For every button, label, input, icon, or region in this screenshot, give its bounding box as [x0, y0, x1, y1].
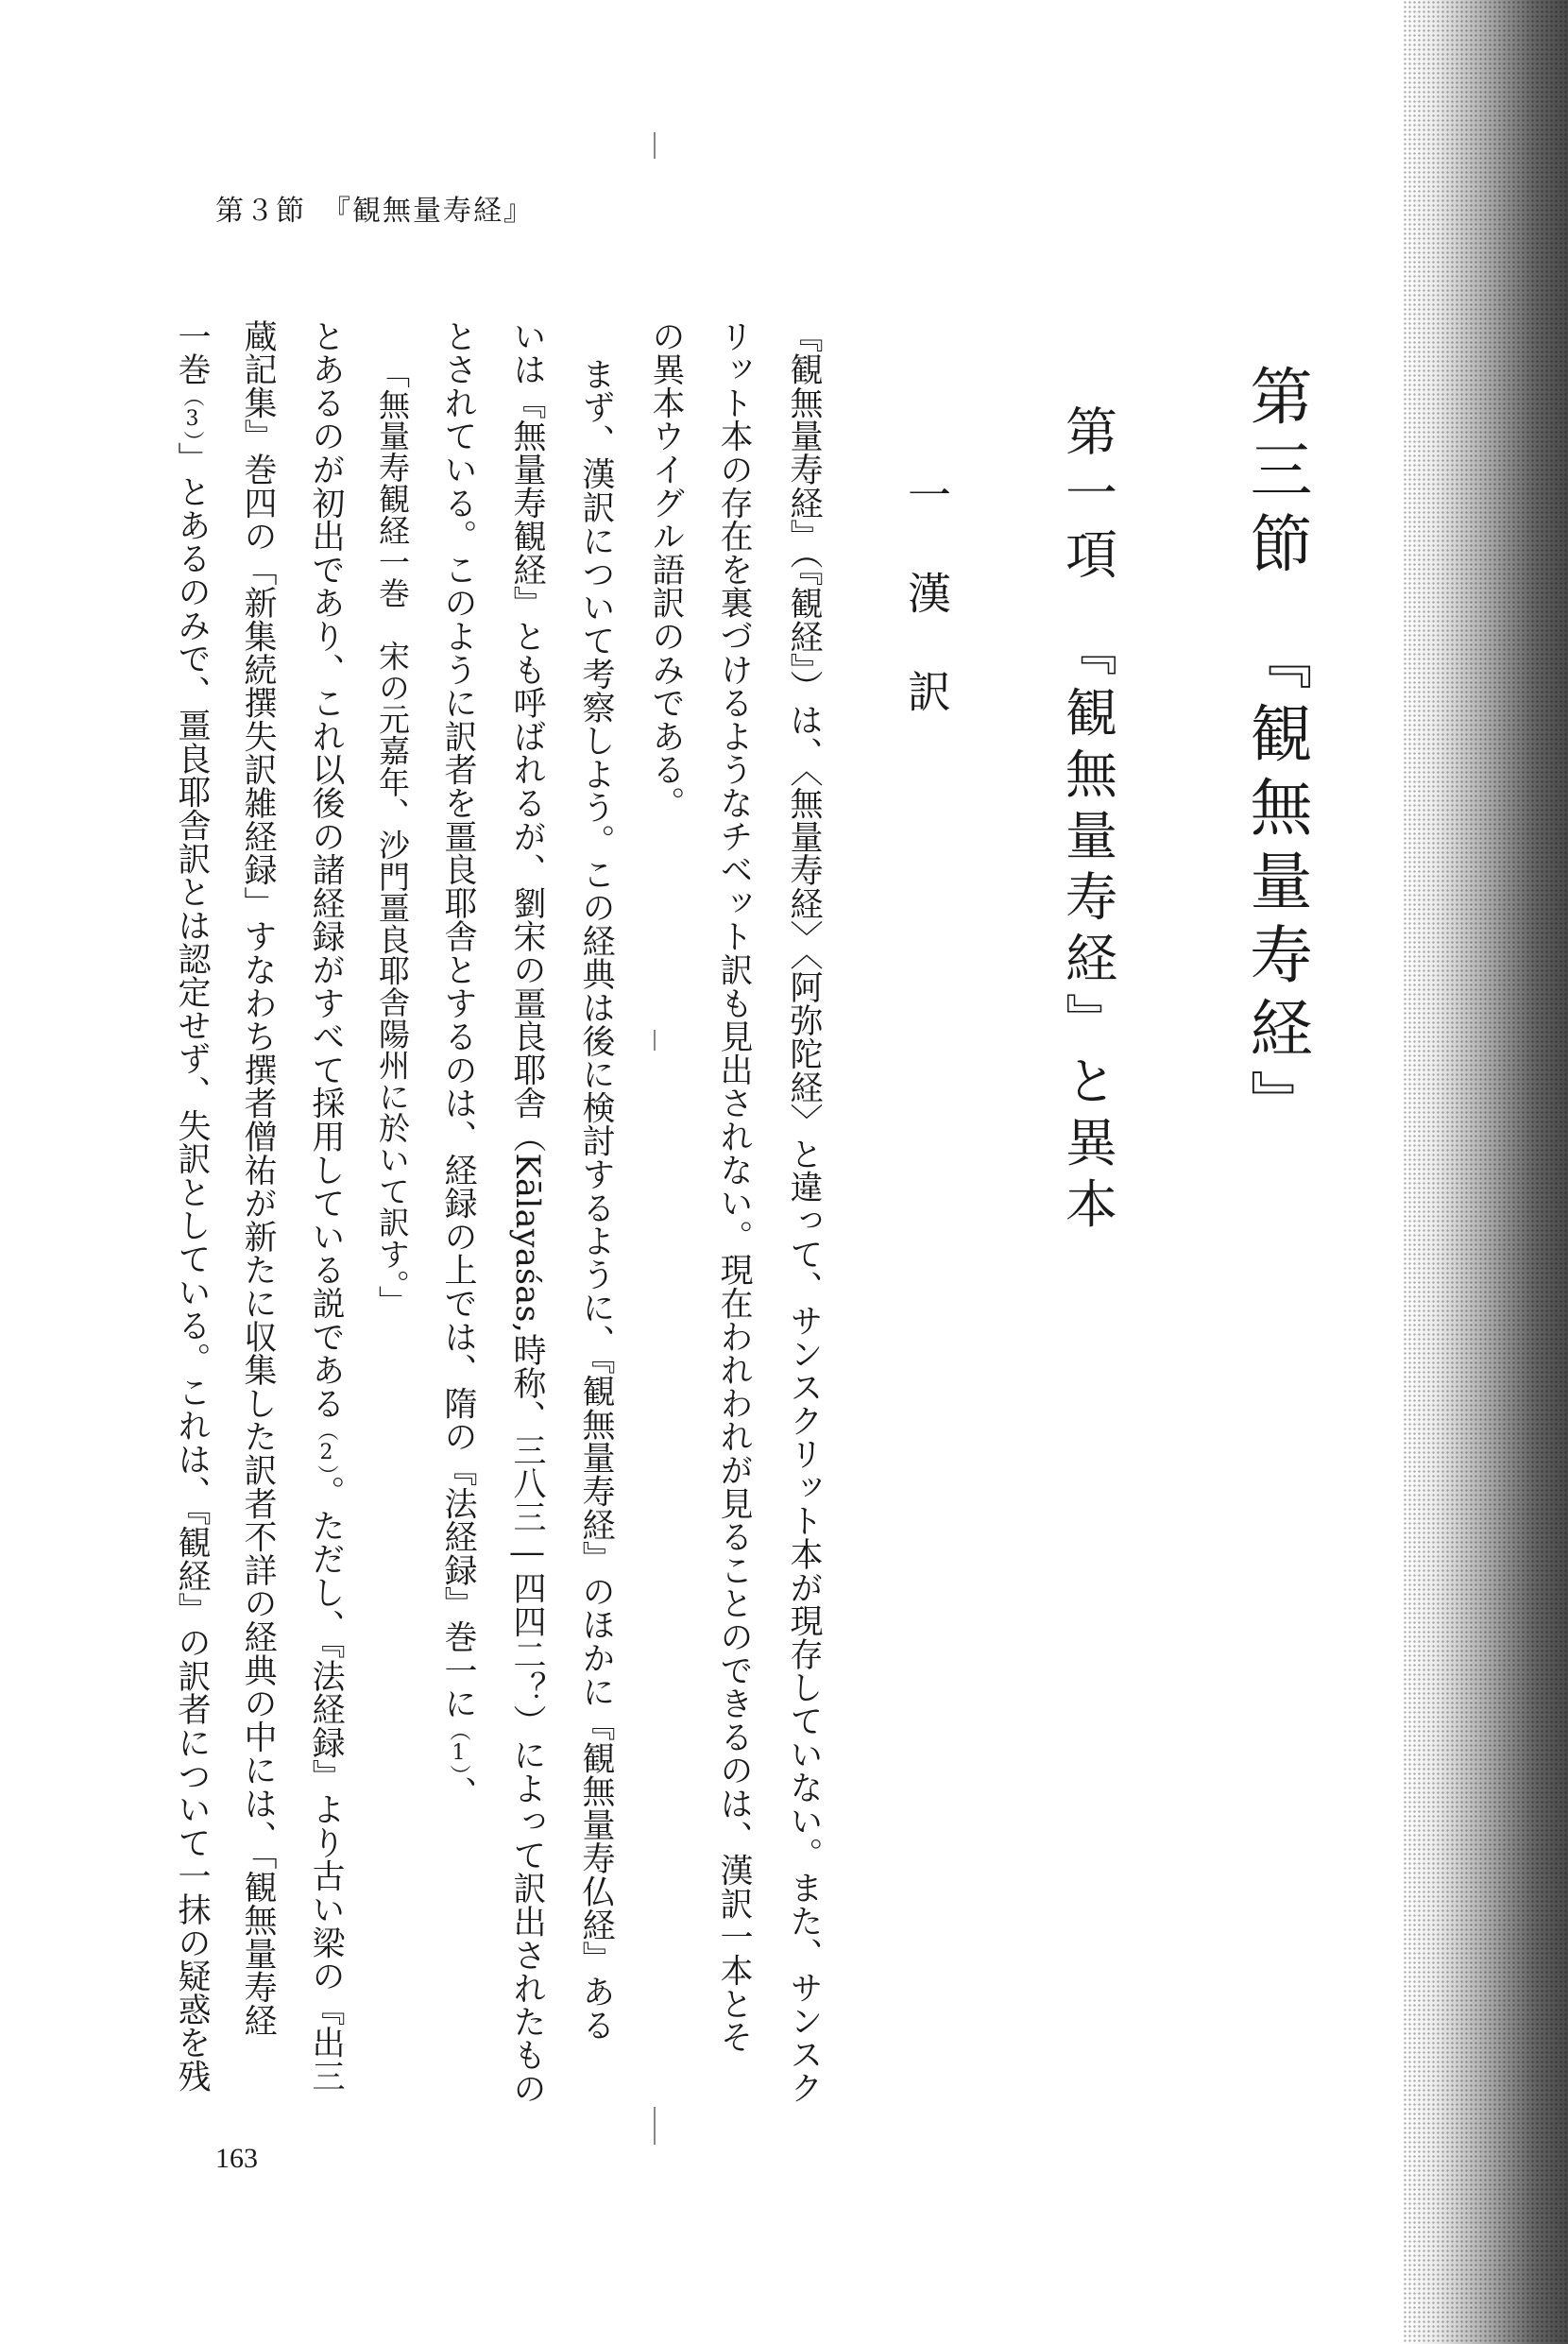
body-text: 蔵記集』巻四の「新集続撰失訳雑経録」すなわち撰者僧祐が新たに収集した訳者不詳の経典の中には、「観無量寿経 — [239, 319, 277, 2038]
body-line — [234, 319, 281, 2037]
body-line — [642, 319, 690, 820]
running-header: 第３節 『観無量寿経』 — [215, 195, 534, 228]
quote-line — [370, 357, 415, 1317]
body-text: とあるのが初出であり、これ以後の諸経録がすべて採用している説である — [307, 319, 345, 1420]
body-text: まず、漢訳について考察しよう。この経典は後に検討するように、『観無量寿経』のほかに『観無量寿仏経』ある — [577, 357, 615, 2042]
sanskrit-name: Kālayaśas, — [508, 1153, 546, 1334]
scan-gutter-noise — [1403, 0, 1568, 2344]
body-line — [780, 319, 827, 2104]
body-text: 」とあるのみで、畺良耶舎訳とは認定せず、失訳としている。これは、『観経』の訳者について一抹の疑惑を残 — [173, 441, 211, 2094]
body-text: いは『無量寿観経』とも呼ばれるが、劉宋の畺良耶舎（ — [508, 319, 546, 1154]
subsection-word: 漢 — [901, 571, 952, 614]
body-text: とされている。このように訳者を畺良耶舎とするのは、経録の上では、隋の『法経録』巻一に — [439, 319, 477, 1720]
body-text: 、 — [439, 1775, 477, 1809]
item-title: 第一項 『観無量寿経』と異本 — [1057, 404, 1117, 1239]
body-text: 時称、三八三―四四二？）によって訳出されたもの — [508, 1333, 546, 2106]
subsection-word: 訳 — [901, 669, 952, 712]
quote-text: 「無量寿観経一巻 宋の元嘉年、沙門畺良耶舎陽州に於いて訳す。」 — [374, 357, 411, 1317]
subsection-number: 一 — [901, 472, 952, 516]
body-line — [435, 319, 482, 1809]
body-line — [710, 319, 758, 2054]
body-text: リット本の存在を裏づけるようなチベット訳も見出されない。現在われわれが見ることのできるのは、漢訳一本とそ — [715, 319, 753, 2054]
footnote-marker: （1） — [447, 1720, 470, 1776]
section-title: 第三節 『観無量寿経』 — [1239, 364, 1312, 1143]
page-number: 163 — [215, 2143, 258, 2174]
scan-speck — [654, 132, 656, 159]
subsection-title — [895, 472, 958, 712]
body-text: 。ただし、『法経録』より古い梁の『出三 — [307, 1475, 345, 2094]
body-line — [168, 319, 215, 2093]
body-text: 一巻 — [173, 319, 211, 386]
scan-speck — [654, 1030, 656, 1051]
footnote-marker: （2） — [315, 1419, 338, 1476]
footnote-marker: （3） — [180, 385, 204, 442]
body-text: 『観無量寿経』（『観経』）は、〈無量寿経〉〈阿弥陀経〉と違って、サンスクリット本が現存していない。また、サンスク — [785, 319, 823, 2105]
body-text: の異本ウイグル語訳のみである。 — [647, 319, 685, 820]
body-line — [503, 319, 551, 2105]
body-line — [302, 319, 349, 2093]
body-line — [572, 357, 620, 2042]
scan-speck — [654, 2107, 656, 2145]
